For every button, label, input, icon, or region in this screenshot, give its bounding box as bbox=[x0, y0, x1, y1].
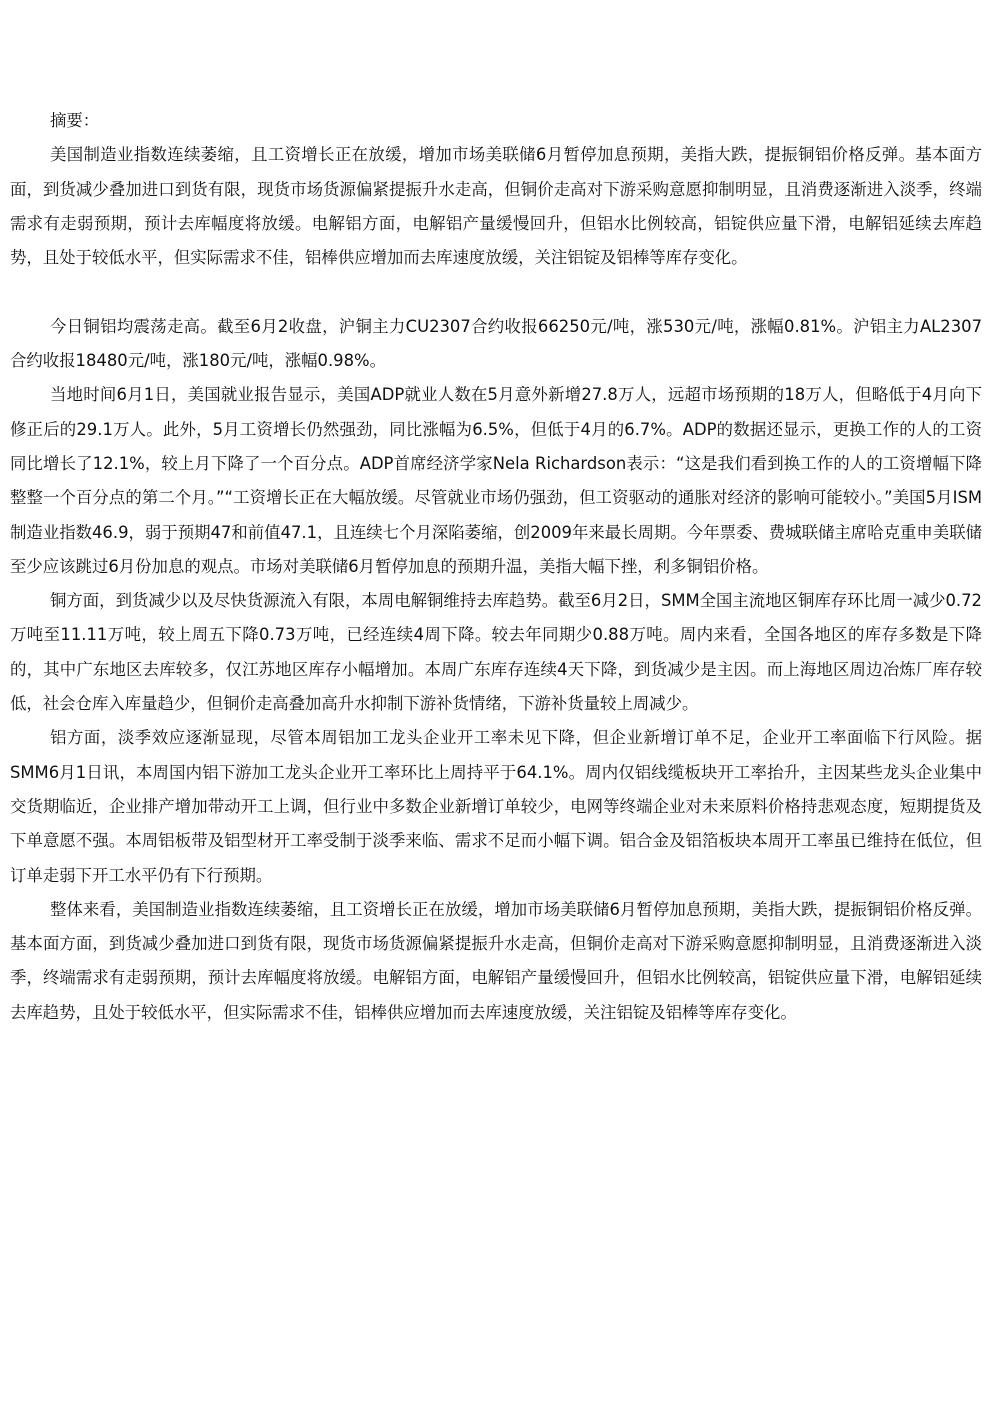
market-today-paragraph: 今日铜铝均震荡走高。截至6月2收盘，沪铜主力CU2307合约收报66250元/吨，涨530元/吨，涨幅0.81%。沪铝主力AL2307合约收报18480元/吨，涨180元/吨，涨幅0.98%。 bbox=[10, 316, 982, 371]
aluminum-paragraph: 铝方面，淡季效应逐渐显现，尽管本周铝加工龙头企业开工率未见下降，但企业新增订单不足，企业开工率面临下行风险。据SMM6月1日讯，本周国内铝下游加工龙头企业开工率环比上周持平于64.1%。周内仅铝线缆板块开工率抬升，主因某些龙头企业集中交货期临近，企业排产增加带动开工上调，但行业中多数企业新增订单较少，电网等终端企业对未来原料价格持悲观态度，短期提货及下单意愿不强。本周铝板带及铝型材开工率受制于淡季来临、需求不足而小幅下调。铝合金及铝箔板块本周开工率虽已维持在低位，但订单走弱下开工水平仍有下行预期。 bbox=[10, 728, 982, 885]
summary-paragraph: 美国制造业指数连续萎缩，且工资增长正在放缓，增加市场美联储6月暂停加息预期，美指大跌，提振铜铝价格反弹。基本面方面，到货减少叠加进口到货有限，现货市场货源偏紧提振升水走高，但铜价走高对下游采购意愿抑制明显，且消费逐渐进入淡季，终端需求有走弱预期，预计去库幅度将放缓。电解铝方面，电解铝产量缓慢回升，但铝水比例较高，铝锭供应量下滑，电解铝延续去库趋势，且处于较低水平，但实际需求不佳，铝棒供应增加而去库速度放缓，关注铝锭及铝棒等库存变化。 bbox=[10, 145, 982, 268]
summary-heading: 摘要： bbox=[50, 111, 100, 130]
document-body bbox=[10, 104, 982, 1030]
overall-paragraph: 整体来看，美国制造业指数连续萎缩，且工资增长正在放缓，增加市场美联储6月暂停加息预期，美指大跌，提振铜铝价格反弹。基本面方面，到货减少叠加进口到货有限，现货市场货源偏紧提振升水走高，但铜价走高对下游采购意愿抑制明显，且消费逐渐进入淡季，终端需求有走弱预期，预计去库幅度将放缓。电解铝方面，电解铝产量缓慢回升，但铝水比例较高，铝锭供应量下滑，电解铝延续去库趋势，且处于较低水平，但实际需求不佳，铝棒供应增加而去库速度放缓，关注铝锭及铝棒等库存变化。 bbox=[10, 899, 982, 1022]
blank-line bbox=[10, 275, 982, 309]
macro-paragraph: 当地时间6月1日，美国就业报告显示，美国ADP就业人数在5月意外新增27.8万人，远超市场预期的18万人，但略低于4月向下修正后的29.1万人。此外，5月工资增长仍然强劲，同比涨幅为6.5%，但低于4月的6.7%。ADP的数据还显示，更换工作的人的工资同比增长了12.1%，较上月下降了一个百分点。ADP首席经济学家Nela Richardson表示：“这是我们看到换工作的人的工资增幅下降整整一个百分点的第二个月。”“工资增长正在大幅放缓。尽管就业市场仍强劲，但工资驱动的通胀对经济的影响可能较小。”美国5月ISM制造业指数46.9，弱于预期47和前值47.1，且连续七个月深陷萎缩，创2009年来最长周期。今年票委、费城联储主席哈克重申美联储至少应该跳过6月份加息的观点。市场对美联储6月暂停加息的预期升温，美指大幅下挫，利多铜铝价格。 bbox=[10, 385, 982, 576]
copper-paragraph: 铜方面，到货减少以及尽快货源流入有限，本周电解铜维持去库趋势。截至6月2日，SMM全国主流地区铜库存环比周一减少0.72万吨至11.11万吨，较上周五下降0.73万吨，已经连续4周下降。较去年同期少0.88万吨。周内来看，全国各地区的库存多数是下降的，其中广东地区去库较多，仅江苏地区库存小幅增加。本周广东库存连续4天下降，到货减少是主因。而上海地区周边冶炼厂库存较低，社会仓库入库量趋少，但铜价走高叠加高升水抑制下游补货情绪，下游补货量较上周减少。 bbox=[10, 591, 982, 714]
